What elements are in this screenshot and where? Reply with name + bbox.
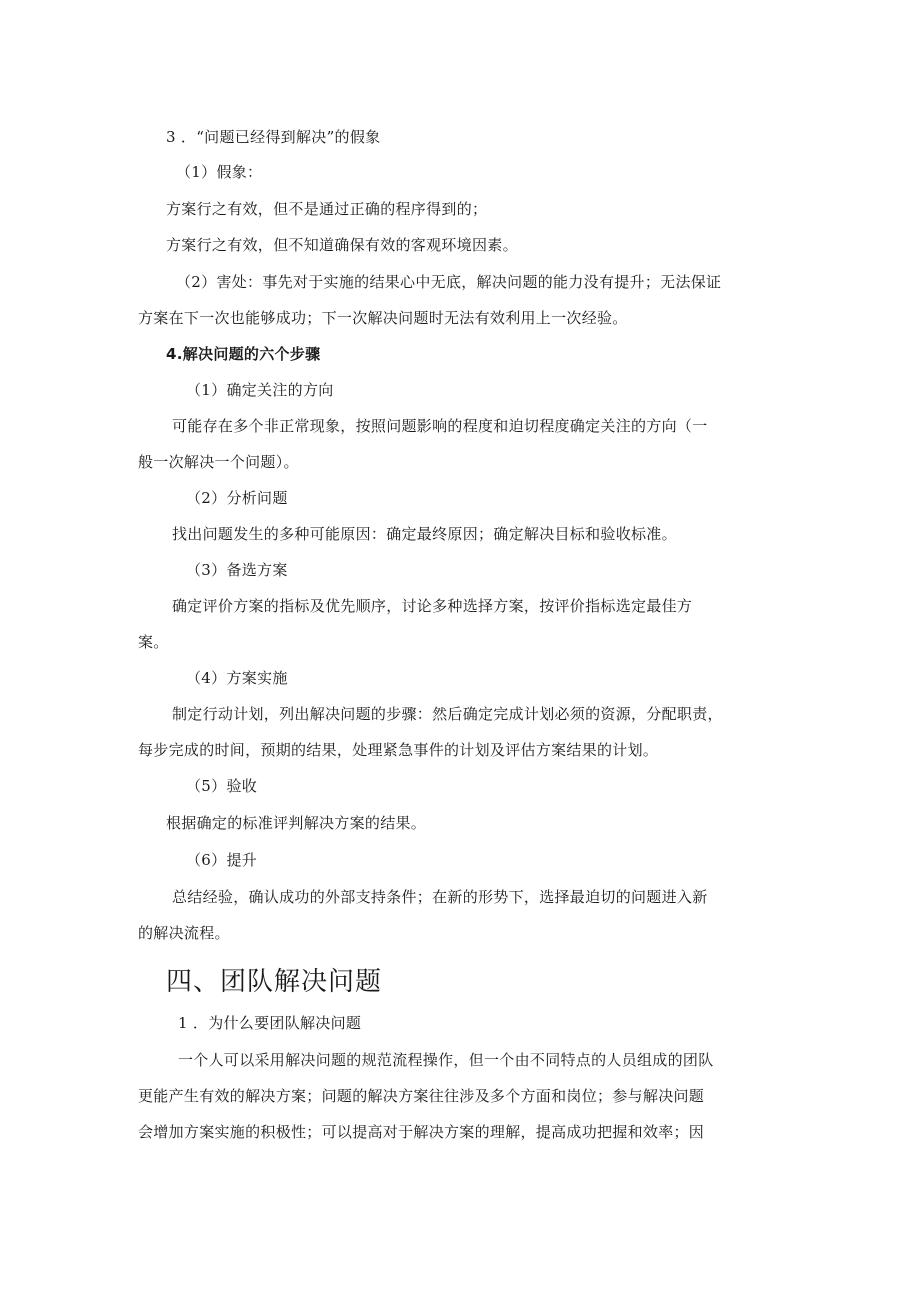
step-heading: （5）验收	[186, 777, 258, 795]
paragraph-line: 方案行之有效，但不知道确保有效的客观环境因素。	[166, 236, 518, 254]
paragraph-line: 制定行动计划，列出解决问题的步骤：然后确定完成计划必须的资源，分配职责，	[172, 705, 723, 723]
step-heading: （3）备选方案	[186, 561, 288, 579]
paragraph-line: 方案在下一次也能够成功；下一次解决问题时无法有效利用上一次经验。	[138, 309, 628, 327]
paragraph-line: 每步完成的时间，预期的结果，处理紧急事件的计划及评估方案结果的计划。	[138, 741, 659, 759]
subsection-heading: 1 ．为什么要团队解决问题	[178, 1014, 362, 1032]
chapter-heading: 四、团队解决问题	[166, 967, 383, 997]
step-heading: （6）提升	[186, 851, 258, 869]
paragraph-line: 总结经验，确认成功的外部支持条件；在新的形势下，选择最迫切的问题进入新	[172, 888, 708, 906]
paragraph-line: 更能产生有效的解决方案；问题的解决方案往往涉及多个方面和岗位；参与解决问题	[138, 1087, 705, 1105]
paragraph-line: 案。	[138, 633, 169, 651]
section-3-heading: 3 ．“问题已经得到解决”的假象	[166, 128, 381, 146]
section-4-heading: 4.解决问题的六个步骤	[166, 345, 321, 363]
paragraph-line: 会增加方案实施的积极性；可以提高对于解决方案的理解，提高成功把握和效率；因	[138, 1123, 705, 1141]
step-heading: （4）方案实施	[186, 669, 288, 687]
step-heading: （1）确定关注的方向	[186, 381, 334, 399]
subsection-illusion-label: （1）假象：	[176, 163, 263, 181]
step-heading: （2）分析问题	[186, 489, 288, 507]
paragraph-line: 方案行之有效，但不是通过正确的程序得到的；	[166, 200, 488, 218]
paragraph-line: 找出问题发生的多种可能原因：确定最终原因；确定解决目标和验收标准。	[172, 525, 677, 543]
paragraph-line: 般一次解决一个问题）。	[138, 453, 299, 471]
paragraph-line: 根据确定的标准评判解决方案的结果。	[166, 814, 427, 832]
paragraph-line: 的解决流程。	[138, 924, 230, 942]
paragraph-line: 一个人可以采用解决问题的规范流程操作，但一个由不同特点的人员组成的团队	[178, 1051, 714, 1069]
paragraph-line: 可能存在多个非正常现象，按照问题影响的程度和迫切程度确定关注的方向（一	[172, 417, 708, 435]
paragraph-line: （2）害处：事先对于实施的结果心中无底，解决问题的能力没有提升；无法保证	[176, 273, 722, 291]
paragraph-line: 确定评价方案的指标及优先顺序，讨论多种选择方案，按评价指标选定最佳方	[172, 597, 693, 615]
